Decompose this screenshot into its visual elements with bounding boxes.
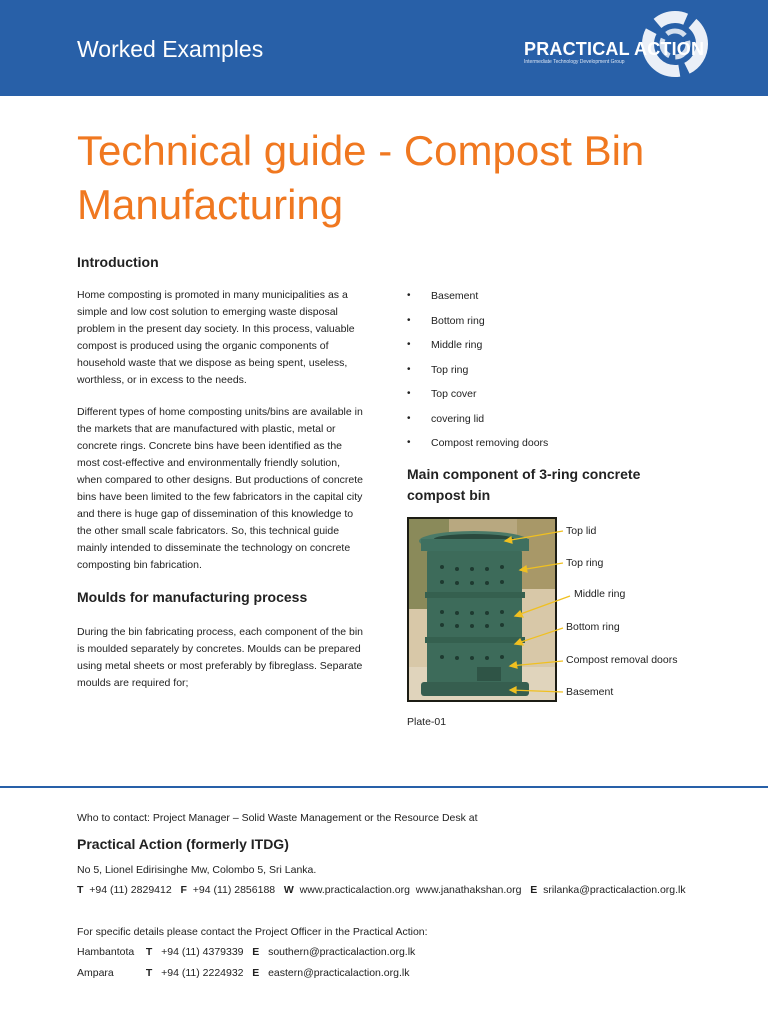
email-link[interactable]: srilanka@practicalaction.org.lk	[543, 884, 686, 896]
introduction-paragraph-2: Different types of home composting units/bins are available in the markets that are manufactured with plastic, metal or concrete rings. Concrete bins have been identified as the most cost-effective and environmentally friendly solution, when compared to other designs. But productions of concrete bins have been limited to the few fabricators in the capital city and there is huge gap of dissemination of this knowledge to the other small scale fabricators. So, this technical guide mainly intended to disseminate the technology on concrete composting bin fabrication.	[77, 406, 364, 571]
section-title: Worked Examples	[77, 36, 264, 62]
moulds-heading: Moulds for manufacturing process	[77, 589, 308, 605]
web-label: W	[283, 884, 294, 896]
list-item: • covering lid	[407, 411, 548, 436]
office-name: Hambantota	[77, 946, 135, 958]
page-title: Technical guide - Compost Bin Manufacturing	[77, 127, 645, 228]
phone-label: T	[77, 884, 84, 896]
email-label: E	[530, 884, 538, 896]
figure-caption: Plate-01	[407, 716, 447, 728]
practical-action-logo-icon	[640, 9, 710, 79]
who-to-contact: Who to contact: Project Manager – Solid Waste Management or the Resource Desk at	[77, 812, 478, 824]
footer-divider	[0, 786, 768, 788]
list-item: • Top cover	[407, 386, 548, 411]
office-email-label: E	[252, 946, 260, 958]
components-list	[407, 288, 548, 460]
list-item: • Basement	[407, 288, 548, 313]
label-compost-removal-doors: Compost removal doors	[566, 654, 678, 666]
details-note: For specific details please contact the Project Officer in the Practical Action:	[77, 926, 428, 938]
organization-name: Practical Action (formerly ITDG)	[77, 836, 289, 852]
office-email[interactable]: eastern@practicalaction.org.lk	[268, 967, 410, 979]
office-email-label: E	[252, 967, 260, 979]
list-item: • Middle ring	[407, 337, 548, 362]
moulds-paragraph: During the bin fabricating process, each component of the bin is moulded separately by concretes. Moulds can be prepared using metal sheets or most preferably by fibreglass. Separate moulds are required for;	[77, 626, 364, 689]
figure-heading: Main component of 3-ring concrete compost bin	[407, 466, 641, 503]
compost-bin-photo	[407, 517, 557, 702]
office-email[interactable]: southern@practicalaction.org.lk	[268, 946, 416, 958]
list-item: • Bottom ring	[407, 313, 548, 338]
office-row	[77, 967, 409, 979]
office-phone-label: T	[145, 967, 153, 979]
label-middle-ring: Middle ring	[574, 588, 626, 600]
logo-tagline: Intermediate Technology Development Group	[524, 59, 625, 65]
list-item: • Compost removing doors	[407, 435, 548, 460]
header-banner	[0, 0, 768, 96]
address: No 5, Lionel Edirisinghe Mw, Colombo 5, Sri Lanka.	[77, 864, 317, 876]
web-links[interactable]: www.practicalaction.org www.janathakshan.org	[299, 884, 522, 896]
office-phone: +94 (11) 4379339	[161, 946, 244, 958]
office-phone-label: T	[145, 946, 153, 958]
label-bottom-ring: Bottom ring	[566, 621, 620, 633]
office-name: Ampara	[77, 967, 114, 979]
list-item: • Top ring	[407, 362, 548, 387]
fax-number: +94 (11) 2856188	[192, 884, 276, 896]
office-phone: +94 (11) 2224932	[161, 967, 244, 979]
introduction-paragraph-1: Home composting is promoted in many municipalities as a simple and low cost solution to emerging waste disposal problem in the present day society. In this process, valuable compost is produced using the organic components of household waste that we dispose as being spent, useless, worthless, or in excess to the needs.	[77, 289, 355, 386]
label-top-ring: Top ring	[566, 557, 604, 569]
phone-number: +94 (11) 2829412	[89, 884, 172, 896]
logo-name: PRACTICAL ACTION	[524, 39, 705, 59]
introduction-heading: Introduction	[77, 254, 159, 270]
label-basement: Basement	[566, 686, 614, 698]
label-top-lid: Top lid	[566, 525, 597, 537]
fax-label: F	[180, 884, 187, 896]
contact-line	[77, 884, 686, 896]
office-row	[77, 946, 415, 958]
